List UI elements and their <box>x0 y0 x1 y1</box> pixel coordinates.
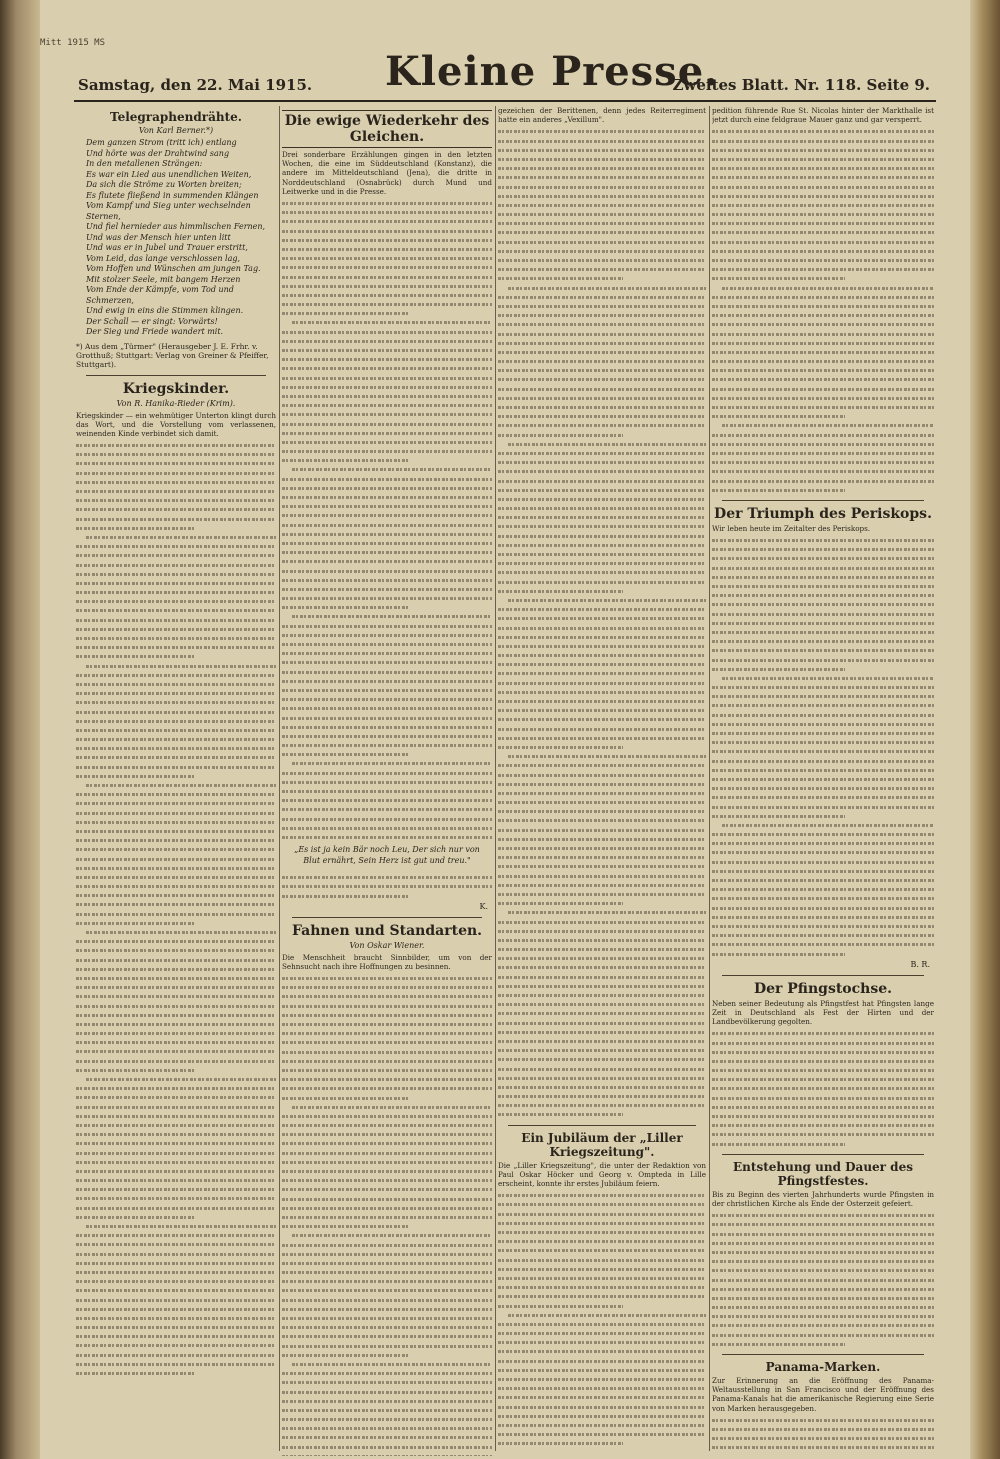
poem-line: Es war ein Lied aus unendlichen Weiten, <box>86 169 252 179</box>
article-title: Panama-Marken. <box>765 1360 881 1374</box>
newspaper-page <box>40 0 970 1459</box>
poem-line: Da sich die Ströme zu Worten breiten; <box>86 180 242 189</box>
poem-line: Vom Ende der Kämpfe, vom Tod und Schmerzen, <box>86 285 234 305</box>
article-pfingstochse <box>712 981 934 1148</box>
article-body-lines <box>282 973 492 1456</box>
article-lead: Kriegskinder — ein wehmütiger Unterton klingt durch das Wort, und die Vorstellung vom verlassenen, weinenden Kinde verbindet sich damit. <box>76 410 276 438</box>
column-2 <box>282 106 492 1456</box>
article-lead: gezeichen der Berittenen, denn jedes Reiterregiment hatte ein anderes „Vexillum". <box>498 106 706 125</box>
poem-line: Und fiel hernieder aus himmlischen Fernen, <box>86 222 266 231</box>
article-lead: Bis zu Beginn des vierten Jahrhunderts wurde Pfingsten in der christlichen Kirche als Ende der Osterzeit gefeiert. <box>712 1189 934 1208</box>
article-verse: „Es ist ja kein Bär noch Leu, Der sich nur von Blut ernährt, Sein Herz ist gut und treu." <box>294 845 480 865</box>
article-title: Fahnen und Standarten. <box>291 922 483 939</box>
poem-line: Der Schall — er singt: Vorwärts! <box>86 316 218 326</box>
article-kriegskinder <box>76 381 276 1378</box>
column-rule <box>709 106 710 1451</box>
article-lead: Die Menschheit braucht Sinnbilder, um von der Sehnsucht nach ihre Hoffnungen zu besinnen. <box>282 952 492 971</box>
article-body-lines <box>282 872 492 900</box>
poem-line: Und was der Mensch hier unten litt <box>86 232 231 242</box>
column-1 <box>76 106 276 1456</box>
article-byline: Von Karl Berner.*) <box>138 126 214 135</box>
masthead <box>40 48 970 102</box>
article-lead: Drei sonderbare Erzählungen gingen in den letzten Wochen, die eine im Süddeutschland (Konstanz), die andere im Mitteldeutschland (Jena), die dritte in Norddeutschland (Osnabrück) durch Mund und Leitwerke und in die Presse. <box>282 150 492 196</box>
article-separator <box>722 1354 924 1355</box>
article-byline: Von Oskar Wiener. <box>349 940 425 950</box>
article-title: Entstehung und Dauer des Pfingstfestes. <box>733 1159 913 1188</box>
article-lead: Wir leben heute im Zeitalter des Periskops. <box>712 523 871 533</box>
article-telegraphendraehte <box>76 110 276 369</box>
article-body-lines <box>76 440 276 1377</box>
adjacent-page-edge <box>0 0 40 1459</box>
article-title: Kriegskinder. <box>122 380 230 397</box>
issue-meta: Zweites Blatt. Nr. 118. Seite 9. <box>672 76 930 94</box>
poem-line: In den metallenen Strängen: <box>86 159 203 168</box>
poem-line: Und was er in Jubel und Trauer erstritt, <box>86 243 248 252</box>
article-title: Der Triumph des Periskops. <box>714 505 932 522</box>
top-strip-text: Mitt 1915 MS <box>40 38 106 48</box>
article-title: Ein Jubiläum der „Liller Kriegszeitung". <box>521 1130 683 1159</box>
article-byline: Von R. Hanika-Rieder (Krim). <box>116 398 236 408</box>
article-signature: K. <box>479 901 488 911</box>
article-separator <box>292 917 482 918</box>
poem-line: Vom Leid, das lange verschlossen lag, <box>86 253 241 263</box>
article-fahnen-standarten <box>282 923 492 1456</box>
page-edge <box>970 0 1000 1459</box>
article-separator <box>508 1125 696 1126</box>
poem-line: Es flutete fließend in summenden Klängen <box>86 190 259 200</box>
article-lille-continued <box>712 106 934 494</box>
poem-line: Und hörte was der Drahtwind sang <box>86 148 230 158</box>
article-panama-marken <box>712 1360 934 1456</box>
article-lead: Zur Erinnerung an die Eröffnung des Panama-Weltausstellung in San Francisco und der Eröffnung des Panama-Kanals hat die amerikanische Regierung eine Serie von Marken herausgegeben. <box>712 1376 934 1413</box>
issue-date: Samstag, den 22. Mai 1915. <box>78 76 313 94</box>
article-separator <box>722 1154 924 1155</box>
column-rule <box>279 106 280 1451</box>
column-4 <box>712 106 934 1456</box>
masthead-rule <box>74 100 936 102</box>
article-body-lines <box>282 198 492 841</box>
article-title: Die ewige Wiederkehr des Gleichen. <box>282 110 492 148</box>
newspaper-title: Kleine Presse. <box>385 48 720 95</box>
article-body-lines <box>712 126 934 494</box>
poem-line: Dem ganzen Strom (tritt ich) entlang <box>86 138 237 147</box>
article-pfingstfest <box>712 1160 934 1348</box>
article-separator <box>86 375 266 376</box>
article-body-lines <box>498 1190 706 1447</box>
article-body-lines <box>712 1028 934 1147</box>
column-3 <box>498 106 706 1456</box>
poem-line: Vom Hoffen und Wünschen am jungen Tag. <box>86 264 261 273</box>
column-rule <box>495 106 496 1451</box>
poem-footnote: *) Aus dem „Türmer" (Herausgeber J. E. Frhr. v. Grotthuß; Stuttgart: Verlag von Greiner & Pfeiffer, Stuttgart). <box>76 341 269 369</box>
article-lead: pedition führende Rue St. Nicolas hinter der Markthalle ist jetzt durch eine feldgraue Mauer ganz und gar versperrt. <box>712 106 934 125</box>
article-triumph-periskop <box>712 506 934 969</box>
article-lead: Neben seiner Bedeutung als Pfingstfest hat Pfingsten lange Zeit in Deutschland als Fest der Hirten und der Landbevölkerung gegolten. <box>712 998 934 1027</box>
article-separator <box>722 975 924 976</box>
article-separator <box>722 500 924 501</box>
poem-line: Der Sieg und Friede wandert mit. <box>86 327 224 336</box>
poem-line: Und ewig in eins die Stimmen klingen. <box>86 306 244 315</box>
poem <box>76 138 276 338</box>
article-title: Telegraphendrähte. <box>110 110 242 124</box>
article-lead: Die „Liller Kriegszeitung", die unter der Redaktion von Paul Oskar Höcker und Georg v. Ompteda in Lille erscheint, konnte ihr erstes Jubiläum feiern. <box>498 1160 706 1189</box>
article-signature: B. R. <box>910 959 930 969</box>
article-fahnen-continued <box>498 106 706 1119</box>
poem-line: Vom Kampf und Sieg unter wechselnden Sternen, <box>86 201 251 221</box>
article-liller-kriegszeitung <box>498 1131 706 1448</box>
poem-line: Mit stolzer Seele, mit bangem Herzen <box>86 274 241 284</box>
article-body-lines <box>498 126 706 1118</box>
article-body-lines <box>712 1210 934 1348</box>
article-body-lines <box>712 535 934 958</box>
article-ewige-wiederkehr <box>282 110 492 911</box>
article-body-lines <box>712 1415 934 1456</box>
article-title: Der Pfingstochse. <box>753 980 893 997</box>
